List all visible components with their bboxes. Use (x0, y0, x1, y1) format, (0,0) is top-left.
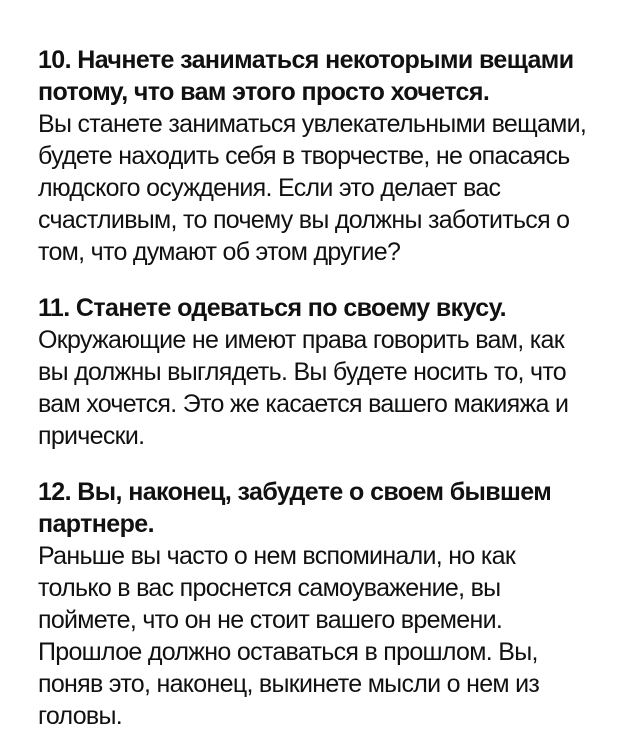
article-page (38, 44, 628, 732)
body-line: Вы станете заниматься увлекательными вещами, (38, 110, 587, 138)
body-line: вы должны выглядеть. Вы будете носить то, что (38, 358, 567, 386)
body-line: прически. (38, 422, 145, 450)
heading-line: 12. Вы, наконец, забудете о своем бывшем (38, 478, 552, 506)
body-line: поняв это, наконец, выкинете мысли о нем из (38, 670, 540, 698)
body-line: том, что думают об этом другие? (38, 238, 401, 266)
section-heading (38, 476, 628, 540)
section-12 (38, 476, 628, 732)
body-line: головы. (38, 702, 122, 730)
body-line: вам хочется. Это же касается вашего макияжа и (38, 390, 569, 418)
section-heading (38, 44, 628, 108)
section-body (38, 108, 628, 268)
body-line: счастливым, то почему вы должны заботиться о (38, 206, 570, 234)
heading-line: потому, что вам этого просто хочется. (38, 78, 490, 106)
heading-line: партнере. (38, 510, 154, 538)
body-line: Прошлое должно оставаться в прошлом. Вы, (38, 638, 538, 666)
body-line: Раньше вы часто о нем вспоминали, но как (38, 542, 516, 570)
section-body (38, 324, 628, 452)
section-heading (38, 292, 628, 324)
section-10 (38, 44, 628, 268)
section-body (38, 540, 628, 732)
section-11 (38, 292, 628, 452)
body-line: людского осуждения. Если это делает вас (38, 174, 501, 202)
body-line: только в вас проснется самоуважение, вы (38, 574, 501, 602)
body-line: Окружающие не имеют права говорить вам, как (38, 326, 564, 354)
body-line: поймете, что он не стоит вашего времени. (38, 606, 503, 634)
body-line: будете находить себя в творчестве, не опасаясь (38, 142, 570, 170)
heading-line: 11. Станете одеваться по своему вкусу. (38, 294, 507, 322)
heading-line: 10. Начнете заниматься некоторыми вещами (38, 46, 574, 74)
